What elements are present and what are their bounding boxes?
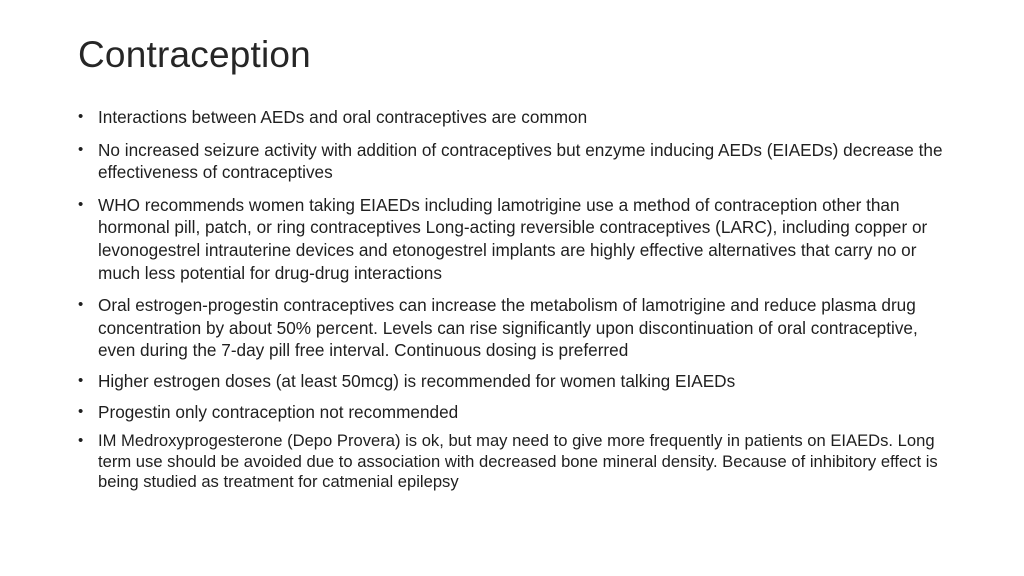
list-item xyxy=(78,194,958,284)
bullet-icon: • xyxy=(78,195,84,213)
list-item xyxy=(78,139,958,184)
slide-title: Contraception xyxy=(78,34,311,75)
list-item xyxy=(78,106,958,129)
bullet-icon: • xyxy=(78,296,84,314)
bullet-icon: • xyxy=(78,371,84,389)
bullet-text: Higher estrogen doses (at least 50mcg) is recommended for women talking EIAEDs xyxy=(98,370,736,391)
list-item xyxy=(78,401,958,424)
bullet-icon: • xyxy=(78,432,84,450)
bullet-text: Progestin only contraception not recommended xyxy=(98,401,459,422)
bullet-icon: • xyxy=(78,108,84,125)
bullet-icon: • xyxy=(78,140,84,158)
list-item xyxy=(78,370,958,393)
bullet-icon: • xyxy=(78,402,84,420)
bullet-text: Oral estrogen-progestin contraceptives can increase the metabolism of lamotrigine and reduce plasma drug concentration by about 50% percent. Levels can rise significantly upon discontinuation of oral contraceptive, even during the 7-day pill free interval. Continuous dosing is preferred xyxy=(98,295,918,361)
list-item xyxy=(78,294,958,362)
bullet-list xyxy=(78,106,958,493)
bullet-text: Interactions between AEDs and oral contraceptives are common xyxy=(98,107,588,127)
bullet-text: WHO recommends women taking EIAEDs including lamotrigine use a method of contraception other than hormonal pill, patch, or ring contraceptives Long-acting reversible contraceptives (LARC), including copper or levonogestrel intrauterine devices and etonogestrel implants are highly effective alternatives that carry no or much less potential for drug-drug interactions xyxy=(98,194,928,283)
list-item xyxy=(78,431,958,493)
bullet-text: IM Medroxyprogesterone (Depo Provera) is ok, but may need to give more frequently in patients on EIAEDs. Long term use should be avoided due to association with decreased bone mineral density. Because of inhibitory effect is being studied as treatment for catmenial epilepsy xyxy=(98,431,938,492)
bullet-text: No increased seizure activity with addition of contraceptives but enzyme inducing AEDs (EIAEDs) decrease the effectiveness of contraceptives xyxy=(98,139,943,183)
